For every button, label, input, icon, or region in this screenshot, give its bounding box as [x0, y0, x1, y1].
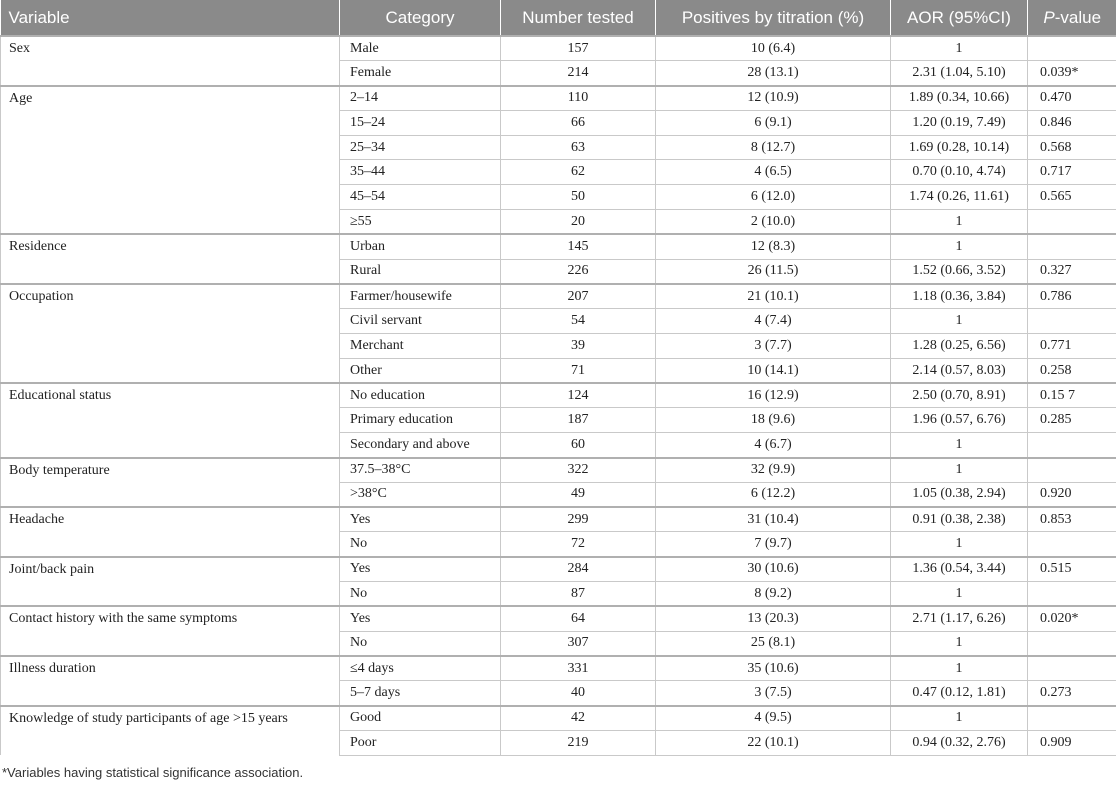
category-cell: Good — [340, 706, 501, 731]
table-row — [1, 458, 1116, 483]
number-tested-cell: 145 — [501, 234, 656, 259]
p-value-cell: 0.15 7 — [1028, 383, 1116, 408]
aor-cell: 1 — [891, 458, 1028, 483]
aor-cell: 1 — [891, 36, 1028, 61]
positives-cell: 3 (7.5) — [656, 681, 891, 706]
number-tested-cell: 187 — [501, 408, 656, 433]
aor-cell: 0.94 (0.32, 2.76) — [891, 730, 1028, 755]
category-cell: No education — [340, 383, 501, 408]
table-body — [1, 36, 1116, 755]
aor-cell: 1 — [891, 706, 1028, 731]
category-cell: Civil servant — [340, 309, 501, 334]
aor-cell: 1 — [891, 582, 1028, 607]
header-category: Category — [340, 0, 501, 36]
header-p-italic: P — [1043, 7, 1055, 27]
aor-cell: 1.52 (0.66, 3.52) — [891, 259, 1028, 284]
variable-cell: Joint/back pain — [1, 557, 340, 607]
positives-cell: 31 (10.4) — [656, 507, 891, 532]
p-value-cell: 0.771 — [1028, 334, 1116, 359]
aor-cell: 1.96 (0.57, 6.76) — [891, 408, 1028, 433]
category-cell: ≥55 — [340, 210, 501, 235]
p-value-cell: 0.717 — [1028, 160, 1116, 185]
aor-cell: 1.20 (0.19, 7.49) — [891, 110, 1028, 135]
number-tested-cell: 157 — [501, 36, 656, 61]
variable-cell: Educational status — [1, 383, 340, 457]
variable-cell: Knowledge of study participants of age >15 years — [1, 706, 340, 756]
number-tested-cell: 226 — [501, 259, 656, 284]
p-value-cell: 0.285 — [1028, 408, 1116, 433]
header-p-suffix: -value — [1054, 7, 1102, 27]
number-tested-cell: 60 — [501, 433, 656, 458]
category-cell: 5–7 days — [340, 681, 501, 706]
aor-cell: 2.50 (0.70, 8.91) — [891, 383, 1028, 408]
p-value-cell: 0.515 — [1028, 557, 1116, 582]
number-tested-cell: 284 — [501, 557, 656, 582]
p-value-cell: 0.909 — [1028, 730, 1116, 755]
category-cell: Female — [340, 61, 501, 86]
aor-cell: 1.36 (0.54, 3.44) — [891, 557, 1028, 582]
p-value-cell — [1028, 706, 1116, 731]
header-positives: Positives by titration (%) — [656, 0, 891, 36]
variable-cell: Residence — [1, 234, 340, 284]
aor-cell: 1 — [891, 631, 1028, 656]
category-cell: 37.5–38°C — [340, 458, 501, 483]
table-row — [1, 36, 1116, 61]
category-cell: Male — [340, 36, 501, 61]
p-value-cell — [1028, 309, 1116, 334]
variable-cell: Body temperature — [1, 458, 340, 508]
positives-cell: 12 (10.9) — [656, 86, 891, 111]
category-cell: Urban — [340, 234, 501, 259]
positives-cell: 10 (6.4) — [656, 36, 891, 61]
positives-cell: 30 (10.6) — [656, 557, 891, 582]
aor-cell: 1 — [891, 532, 1028, 557]
number-tested-cell: 87 — [501, 582, 656, 607]
p-value-cell: 0.020* — [1028, 606, 1116, 631]
table-row — [1, 706, 1116, 731]
positives-cell: 4 (6.5) — [656, 160, 891, 185]
number-tested-cell: 299 — [501, 507, 656, 532]
number-tested-cell: 49 — [501, 482, 656, 507]
number-tested-cell: 322 — [501, 458, 656, 483]
category-cell: 15–24 — [340, 110, 501, 135]
category-cell: >38°C — [340, 482, 501, 507]
number-tested-cell: 124 — [501, 383, 656, 408]
aor-cell: 1 — [891, 210, 1028, 235]
category-cell: 25–34 — [340, 135, 501, 160]
positives-cell: 4 (7.4) — [656, 309, 891, 334]
aor-cell: 1.18 (0.36, 3.84) — [891, 284, 1028, 309]
positives-cell: 22 (10.1) — [656, 730, 891, 755]
aor-cell: 1.69 (0.28, 10.14) — [891, 135, 1028, 160]
positives-cell: 18 (9.6) — [656, 408, 891, 433]
header-aor: AOR (95%CI) — [891, 0, 1028, 36]
header-p-value — [1028, 0, 1116, 36]
p-value-cell — [1028, 458, 1116, 483]
category-cell: No — [340, 532, 501, 557]
number-tested-cell: 42 — [501, 706, 656, 731]
number-tested-cell: 64 — [501, 606, 656, 631]
p-value-cell — [1028, 532, 1116, 557]
category-cell: Merchant — [340, 334, 501, 359]
number-tested-cell: 40 — [501, 681, 656, 706]
number-tested-cell: 66 — [501, 110, 656, 135]
table-row — [1, 383, 1116, 408]
category-cell: No — [340, 631, 501, 656]
table-row — [1, 557, 1116, 582]
table-row — [1, 507, 1116, 532]
category-cell: ≤4 days — [340, 656, 501, 681]
positives-cell: 32 (9.9) — [656, 458, 891, 483]
positives-cell: 3 (7.7) — [656, 334, 891, 359]
number-tested-cell: 72 — [501, 532, 656, 557]
category-cell: 2–14 — [340, 86, 501, 111]
p-value-cell: 0.920 — [1028, 482, 1116, 507]
aor-cell: 0.47 (0.12, 1.81) — [891, 681, 1028, 706]
table-row — [1, 234, 1116, 259]
number-tested-cell: 331 — [501, 656, 656, 681]
variable-cell: Occupation — [1, 284, 340, 383]
variable-cell: Contact history with the same symptoms — [1, 606, 340, 656]
positives-cell: 8 (9.2) — [656, 582, 891, 607]
variable-cell: Headache — [1, 507, 340, 557]
positives-cell: 28 (13.1) — [656, 61, 891, 86]
p-value-cell: 0.565 — [1028, 185, 1116, 210]
aor-cell: 1.28 (0.25, 6.56) — [891, 334, 1028, 359]
header-variable: Variable — [1, 0, 340, 36]
header-row — [1, 0, 1116, 36]
category-cell: Farmer/housewife — [340, 284, 501, 309]
category-cell: Rural — [340, 259, 501, 284]
p-value-cell: 0.470 — [1028, 86, 1116, 111]
p-value-cell — [1028, 631, 1116, 656]
category-cell: Primary education — [340, 408, 501, 433]
positives-cell: 2 (10.0) — [656, 210, 891, 235]
p-value-cell — [1028, 234, 1116, 259]
aor-cell: 0.70 (0.10, 4.74) — [891, 160, 1028, 185]
category-cell: Poor — [340, 730, 501, 755]
p-value-cell — [1028, 582, 1116, 607]
positives-cell: 6 (12.2) — [656, 482, 891, 507]
aor-cell: 1 — [891, 656, 1028, 681]
p-value-cell: 0.853 — [1028, 507, 1116, 532]
positives-cell: 10 (14.1) — [656, 358, 891, 383]
number-tested-cell: 62 — [501, 160, 656, 185]
aor-cell: 2.31 (1.04, 5.10) — [891, 61, 1028, 86]
variable-cell: Illness duration — [1, 656, 340, 706]
positives-cell: 25 (8.1) — [656, 631, 891, 656]
category-cell: Yes — [340, 507, 501, 532]
p-value-cell — [1028, 36, 1116, 61]
category-cell: Secondary and above — [340, 433, 501, 458]
aor-cell: 1 — [891, 234, 1028, 259]
table-row — [1, 284, 1116, 309]
number-tested-cell: 20 — [501, 210, 656, 235]
p-value-cell — [1028, 433, 1116, 458]
p-value-cell: 0.327 — [1028, 259, 1116, 284]
p-value-cell — [1028, 656, 1116, 681]
p-value-cell: 0.273 — [1028, 681, 1116, 706]
variable-cell: Age — [1, 86, 340, 235]
positives-cell: 8 (12.7) — [656, 135, 891, 160]
footnote: *Variables having statistical significance association. — [2, 765, 304, 780]
aor-cell: 1.05 (0.38, 2.94) — [891, 482, 1028, 507]
p-value-cell: 0.258 — [1028, 358, 1116, 383]
positives-cell: 7 (9.7) — [656, 532, 891, 557]
positives-cell: 21 (10.1) — [656, 284, 891, 309]
number-tested-cell: 207 — [501, 284, 656, 309]
p-value-cell: 0.039* — [1028, 61, 1116, 86]
positives-cell: 6 (9.1) — [656, 110, 891, 135]
p-value-cell: 0.786 — [1028, 284, 1116, 309]
number-tested-cell: 50 — [501, 185, 656, 210]
aor-cell: 2.71 (1.17, 6.26) — [891, 606, 1028, 631]
number-tested-cell: 214 — [501, 61, 656, 86]
positives-cell: 4 (6.7) — [656, 433, 891, 458]
positives-cell: 16 (12.9) — [656, 383, 891, 408]
category-cell: 35–44 — [340, 160, 501, 185]
category-cell: 45–54 — [340, 185, 501, 210]
positives-cell: 26 (11.5) — [656, 259, 891, 284]
positives-cell: 6 (12.0) — [656, 185, 891, 210]
category-cell: Yes — [340, 557, 501, 582]
positives-cell: 13 (20.3) — [656, 606, 891, 631]
number-tested-cell: 54 — [501, 309, 656, 334]
category-cell: No — [340, 582, 501, 607]
number-tested-cell: 71 — [501, 358, 656, 383]
number-tested-cell: 39 — [501, 334, 656, 359]
category-cell: Yes — [340, 606, 501, 631]
aor-cell: 1.74 (0.26, 11.61) — [891, 185, 1028, 210]
table-row — [1, 606, 1116, 631]
category-cell: Other — [340, 358, 501, 383]
aor-cell: 1 — [891, 433, 1028, 458]
aor-cell: 2.14 (0.57, 8.03) — [891, 358, 1028, 383]
number-tested-cell: 110 — [501, 86, 656, 111]
number-tested-cell: 219 — [501, 730, 656, 755]
positives-cell: 12 (8.3) — [656, 234, 891, 259]
aor-cell: 1 — [891, 309, 1028, 334]
aor-cell: 0.91 (0.38, 2.38) — [891, 507, 1028, 532]
p-value-cell — [1028, 210, 1116, 235]
number-tested-cell: 63 — [501, 135, 656, 160]
header-number-tested: Number tested — [501, 0, 656, 36]
variable-cell: Sex — [1, 36, 340, 86]
p-value-cell: 0.568 — [1028, 135, 1116, 160]
table-row — [1, 656, 1116, 681]
p-value-cell: 0.846 — [1028, 110, 1116, 135]
positives-cell: 4 (9.5) — [656, 706, 891, 731]
aor-cell: 1.89 (0.34, 10.66) — [891, 86, 1028, 111]
number-tested-cell: 307 — [501, 631, 656, 656]
positives-cell: 35 (10.6) — [656, 656, 891, 681]
table-row — [1, 86, 1116, 111]
